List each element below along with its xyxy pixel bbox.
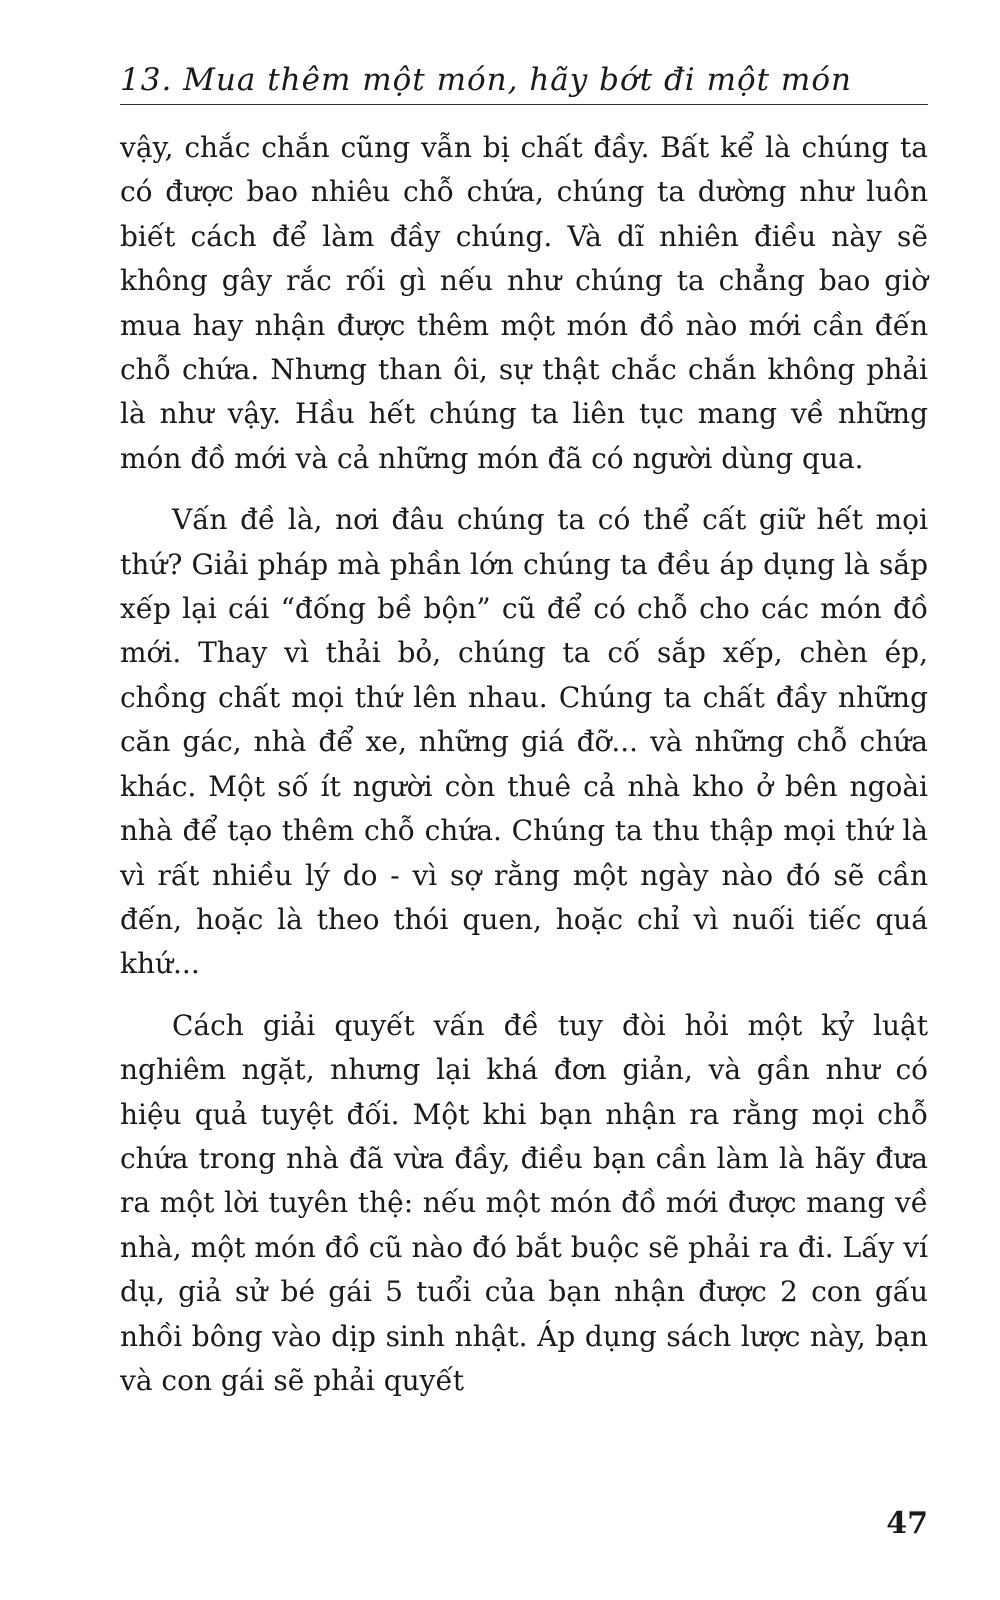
paragraph: Vấn đề là, nơi đâu chúng ta có thể cất giữ hết mọi thứ? Giải pháp mà phần lớn chúng ta đều áp dụng là sắp xếp lại cái “đống bề bộn” cũ để có chỗ cho các món đồ mới. Thay vì thải bỏ, chúng ta cố sắp xếp, chèn ép, chồng chất mọi thứ lên nhau. Chúng ta chất đầy những căn gác, nhà để xe, những giá đỡ... và những chỗ chứa khác. Một số ít người còn thuê cả nhà kho ở bên ngoài nhà để tạo thêm chỗ chứa. Chúng ta thu thập mọi thứ là vì rất nhiều lý do - vì sợ rằng một ngày nào đó sẽ cần đến, hoặc là theo thói quen, hoặc chỉ vì nuối tiếc quá khứ... — [120, 503, 928, 981]
header-rule — [120, 104, 928, 105]
paragraph-continuation: vậy, chắc chắn cũng vẫn bị chất đầy. Bất kể là chúng ta có được bao nhiêu chỗ chứa, chúng ta dường như luôn biết cách để làm đầy chúng. Và dĩ nhiên điều này sẽ không gây rắc rối gì nếu như chúng ta chẳng bao giờ mua hay nhận được thêm một món đồ nào mới cần đến chỗ chứa. Nhưng than ôi, sự thật chắc chắn không phải là như vậy. Hầu hết chúng ta liên tục mang về những món đồ mới và cả những món đã có người dùng qua. — [120, 131, 928, 475]
page-number: 47 — [886, 1506, 928, 1541]
paragraph: Cách giải quyết vấn đề tuy đòi hỏi một kỷ luật nghiêm ngặt, nhưng lại khá đơn giản, và gần như có hiệu quả tuyệt đối. Một khi bạn nhận ra rằng mọi chỗ chứa trong nhà đã vừa đầy, điều bạn cần làm là hãy đưa ra một lời tuyên thệ: nếu một món đồ mới được mang về nhà, một món đồ cũ nào đó bắt buộc sẽ phải ra đi. Lấy ví dụ, giả sử bé gái 5 tuổi của bạn nhận được 2 con gấu nhồi bông vào dịp sinh nhật. Áp dụng sách lược này, bạn và con gái sẽ phải quyết — [120, 1008, 928, 1397]
running-header: 13. Mua thêm một món, hãy bớt đi một món — [120, 62, 852, 98]
body-text — [120, 126, 928, 1420]
